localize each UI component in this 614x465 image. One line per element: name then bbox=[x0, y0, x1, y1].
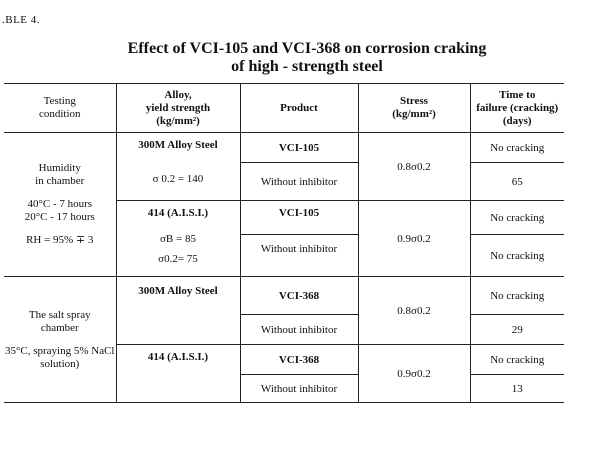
stress-cell: 0.9σ0.2 bbox=[358, 201, 470, 277]
product-cell: VCI-105 bbox=[240, 133, 358, 163]
product-cell: Without inhibitor bbox=[240, 163, 358, 201]
header-alloy: Alloy, yield strength (kg/mm²) bbox=[116, 84, 240, 133]
time-cell: 65 bbox=[470, 163, 564, 201]
product-cell: Without inhibitor bbox=[240, 235, 358, 277]
group2-alloy-b: 414 (A.I.S.I.) bbox=[116, 345, 240, 403]
results-table bbox=[4, 83, 564, 403]
time-cell: No cracking bbox=[470, 235, 564, 277]
time-cell: No cracking bbox=[470, 201, 564, 235]
title-line-2: of high - strength steel bbox=[231, 58, 383, 75]
table-row bbox=[4, 133, 564, 163]
header-product: Product bbox=[240, 84, 358, 133]
stress-cell: 0.9σ0.2 bbox=[358, 345, 470, 403]
header-row bbox=[4, 84, 564, 133]
group2-alloy-a: 300M Alloy Steel bbox=[116, 277, 240, 345]
time-cell: No cracking bbox=[470, 133, 564, 163]
header-time: Time to failure (cracking) (days) bbox=[470, 84, 564, 133]
product-cell: VCI-368 bbox=[240, 277, 358, 315]
table-row bbox=[4, 277, 564, 315]
header-stress: Stress (kg/mm²) bbox=[358, 84, 470, 133]
product-cell: VCI-368 bbox=[240, 345, 358, 375]
stress-cell: 0.8σ0.2 bbox=[358, 133, 470, 201]
stress-cell: 0.8σ0.2 bbox=[358, 277, 470, 345]
product-cell: VCI-105 bbox=[240, 201, 358, 235]
time-cell: 29 bbox=[470, 315, 564, 345]
group1-alloy-b: 414 (A.I.S.I.) σB = 85 σ0.2= 75 bbox=[116, 201, 240, 277]
group1-condition: Humidity in chamber 40°C - 7 hours 20°C - 17 hours RH = 95% ∓ 3 bbox=[4, 133, 116, 277]
time-cell: No cracking bbox=[470, 345, 564, 375]
time-cell: 13 bbox=[470, 375, 564, 403]
table-title bbox=[0, 40, 614, 76]
product-cell: Without inhibitor bbox=[240, 375, 358, 403]
group2-condition: The salt spray chamber 35°C, spraying 5% NaCl solution) bbox=[4, 277, 116, 403]
time-cell: No cracking bbox=[470, 277, 564, 315]
table-number-label: .BLE 4. bbox=[2, 14, 41, 26]
product-cell: Without inhibitor bbox=[240, 315, 358, 345]
group1-alloy-a: 300M Alloy Steel σ 0.2 = 140 bbox=[116, 133, 240, 201]
title-line-1: Effect of VCI-105 and VCI-368 on corrosion craking bbox=[127, 40, 487, 57]
header-testing-condition: Testing condition bbox=[4, 84, 116, 133]
